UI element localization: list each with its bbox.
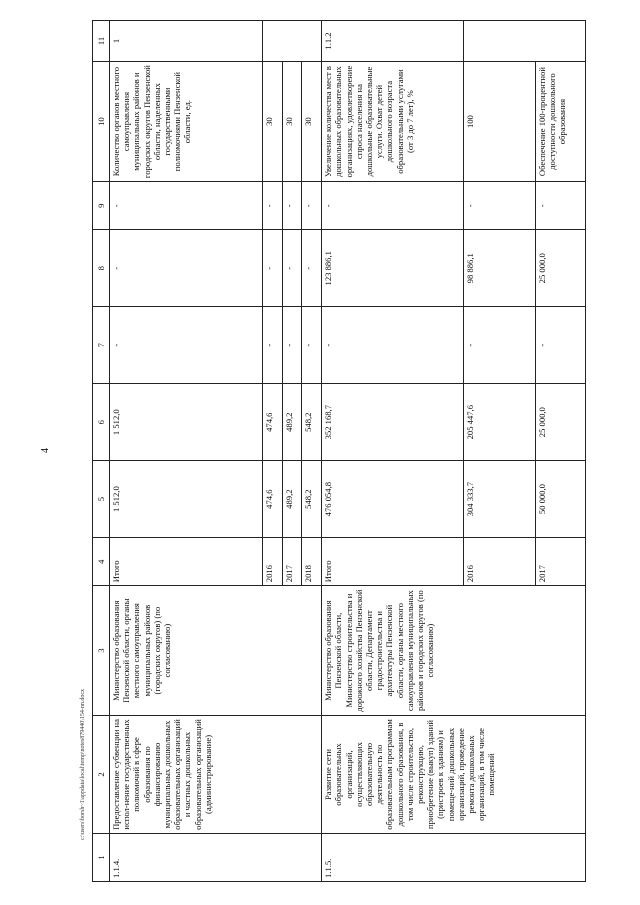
value-cell: 30 [263, 61, 283, 181]
indicator: Увеличение количества мест в дошкольных образовательных организациях, удовлетворение спроса населения на дошкольные образовательные услуги. Охват детей дошкольного возраста образовательными услугами (от 3 до 7 лет), % [322, 61, 464, 181]
value-cell: - [463, 182, 535, 230]
value-cell: 489,2 [282, 461, 302, 538]
value-cell: 30 [302, 61, 322, 181]
year-cell: 2016 [263, 538, 283, 586]
value-cell: 205 447,6 [463, 384, 535, 461]
value-cell: - [110, 307, 263, 384]
value-cell: - [535, 182, 585, 230]
header-cell: 3 [93, 586, 110, 716]
value-cell: 1 512,0 [110, 384, 263, 461]
measure-name: Предоставление субвенции на испол-нение государственных полномочий в сфере образования по финансированию муниципальных дошкольных образовательных организаций и частных дошкольных образовательных организаций (администрирование) [110, 716, 322, 834]
table-row [322, 21, 464, 882]
value-cell: - [535, 307, 585, 384]
file-path: c:\users\borsh~1\appdata\local\temp\notes879440\154-nn.docx [80, 688, 86, 840]
executor: Министерство образования Пензенской области, органы местного самоуправления муниципальных районов (городских округов) (по согласованию) [110, 586, 322, 716]
value-cell: Обеспечение 100-процентной доступности дошкольного образования [535, 61, 585, 181]
header-cell: 7 [93, 307, 110, 384]
value-cell: 474,6 [263, 384, 283, 461]
measure-name: Развитие сети образовательных организаций, осуществляющих образовательную деятельность по образовательным программам дошкольного образования, в том числе строительство, реконструкцию, приобретение (выкуп) зданий (пристроев к зданиям) и помеще-ний дошкольных организаций, проведение ремонта дошкольных организаций, в том числе помещений [322, 716, 586, 834]
value-cell: 548,2 [302, 384, 322, 461]
value-cell: 123 886,1 [322, 230, 464, 307]
value-cell: 30 [282, 61, 302, 181]
year-cell: 2017 [535, 538, 585, 586]
value-cell: - [282, 182, 302, 230]
value-cell: 489,2 [282, 384, 302, 461]
link-cell: 1.1.2 [322, 21, 464, 62]
header-cell: 6 [93, 384, 110, 461]
value-cell: - [282, 307, 302, 384]
row-number: 1.1.4. [110, 833, 322, 881]
value-cell: 304 333,7 [463, 461, 535, 538]
link-cell: 1 [110, 21, 263, 62]
value-cell: 25 000,0 [535, 384, 585, 461]
value-cell: 476 054,8 [322, 461, 464, 538]
header-cell: 4 [93, 538, 110, 586]
value-cell: - [302, 182, 322, 230]
value-cell: - [302, 307, 322, 384]
value-cell: 25 000,0 [535, 230, 585, 307]
header-cell: 9 [93, 182, 110, 230]
year-cell: 2016 [463, 538, 535, 586]
value-cell: - [263, 307, 283, 384]
page-number: 4 [40, 448, 51, 453]
year-cell: 2018 [302, 538, 322, 586]
program-table [92, 20, 586, 882]
header-cell: 10 [93, 61, 110, 181]
header-cell: 1 [93, 833, 110, 881]
value-cell: - [302, 230, 322, 307]
period-label: Итого [110, 538, 263, 586]
value-cell: 352 168,7 [322, 384, 464, 461]
value-cell: - [263, 182, 283, 230]
value-cell: 100 [463, 61, 535, 181]
row-number: 1.1.5. [322, 833, 586, 881]
year-cell: 2017 [282, 538, 302, 586]
value-cell: - [282, 230, 302, 307]
value-cell: 1 512,0 [110, 461, 263, 538]
header-cell: 11 [93, 21, 110, 62]
empty-cell [463, 21, 585, 62]
header-cell: 2 [93, 716, 110, 834]
table-row [110, 21, 263, 882]
value-cell: - [263, 230, 283, 307]
header-row [93, 21, 110, 882]
period-label: Итого [322, 538, 464, 586]
value-cell: 50 000,0 [535, 461, 585, 538]
value-cell: - [110, 230, 263, 307]
value-cell: - [322, 307, 464, 384]
value-cell: - [322, 182, 464, 230]
indicator: Количество органов местного самоуправления муниципальных районов и городских округов Пензенской области, наделенных государственными полномочиями Пензенской области, ед. [110, 61, 263, 181]
empty-cell [263, 21, 322, 62]
executor: Министерство образования Пензенской области, Министерство строительства и дорожного хозяйства Пензенской области, Департамент градостроительства и архитектуры Пензенской области, органы местного самоуправления муниципальных районов и городских округов (по согласованию) [322, 586, 586, 716]
header-cell: 5 [93, 461, 110, 538]
value-cell: 548,2 [302, 461, 322, 538]
value-cell: - [463, 307, 535, 384]
value-cell: 98 886,1 [463, 230, 535, 307]
rotated-table-container [92, 20, 586, 882]
header-cell: 8 [93, 230, 110, 307]
value-cell: - [110, 182, 263, 230]
value-cell: 474,6 [263, 461, 283, 538]
